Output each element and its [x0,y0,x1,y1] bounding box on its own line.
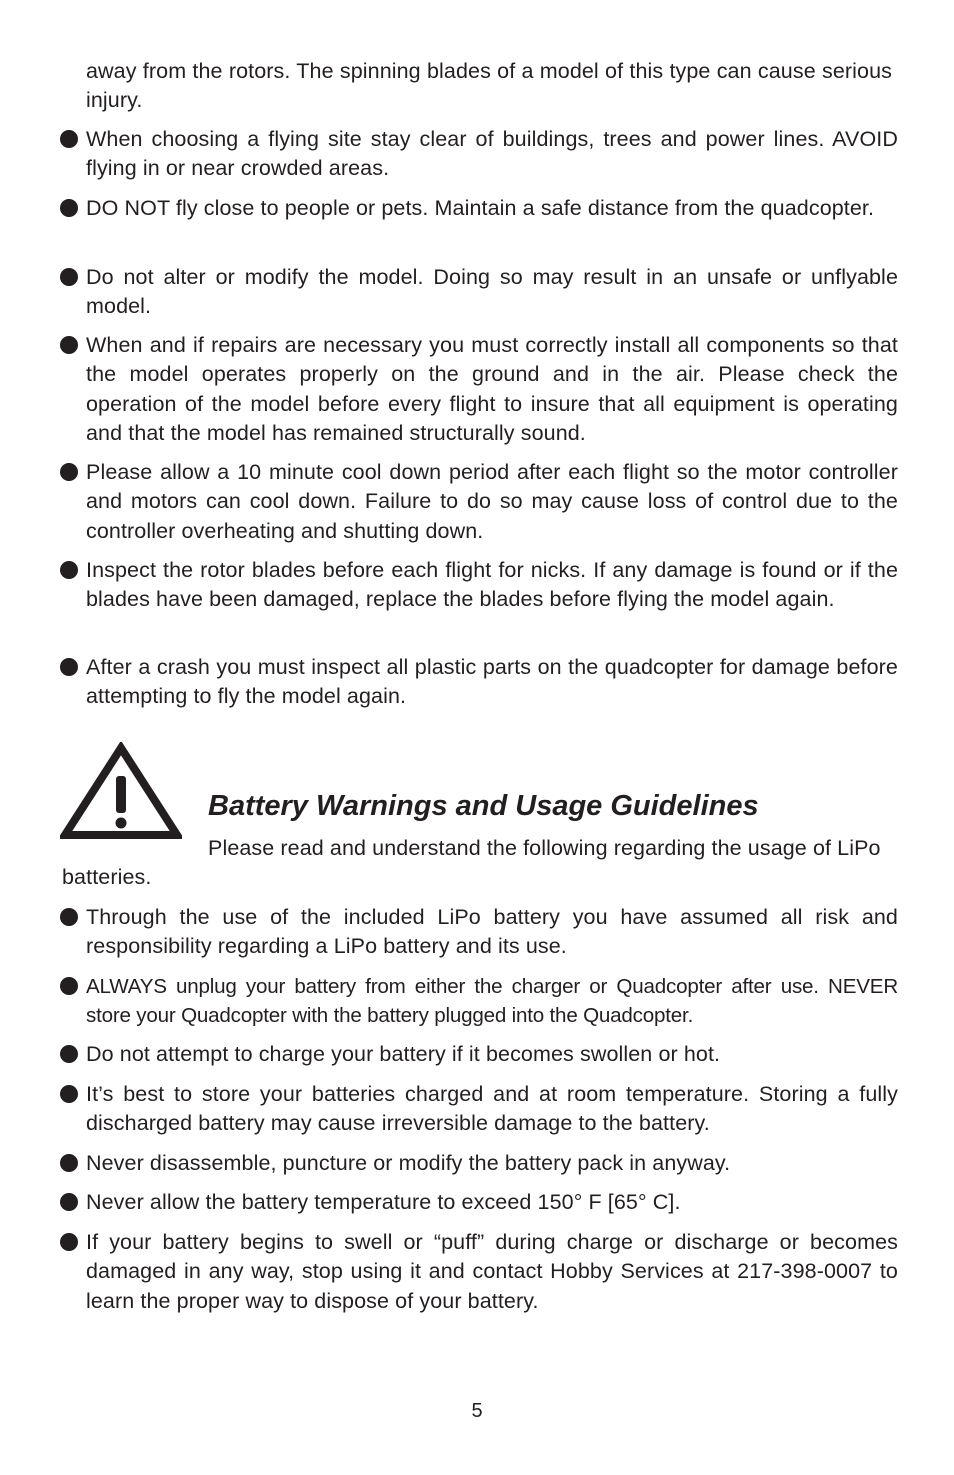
section-intro: Please read and understand the following regarding the usage of LiPo batteries. [62,836,881,890]
list-item-text: Do not attempt to charge your battery if it becomes swollen or hot. [86,1042,721,1066]
section-heading: Battery Warnings and Usage Guidelines [208,790,759,822]
list-item-text: It’s best to store your batteries charged and at room temperature. Storing a fully discharged battery may cause irreversible damage to the battery. [86,1082,898,1136]
intro-continuation: away from the rotors. The spinning blades of a model of this type can cause serious injury. [86,59,892,113]
list-item-text: Through the use of the included LiPo battery you have assumed all risk and responsibility regarding a LiPo battery and its use. [86,905,898,959]
bullet-icon [60,1085,78,1103]
bullet-icon [60,658,78,676]
bullet-icon [60,463,78,481]
list-item [60,1149,898,1178]
list-item-text: Never disassemble, puncture or modify the battery pack in anyway. [86,1151,731,1175]
list-item-text: Never allow the battery temperature to exceed 150° F [65° C]. [86,1190,681,1214]
bullet-icon [60,1045,78,1063]
list-item [60,556,898,615]
bullet-icon [60,1154,78,1172]
list-item [60,331,898,448]
bullet-icon [60,336,78,354]
bullet-icon [60,908,78,926]
list-item-text: DO NOT fly close to people or pets. Maintain a safe distance from the quadcopter. [86,196,875,220]
page-number: 5 [471,1400,483,1422]
list-item [60,194,898,223]
list-item-text: When choosing a flying site stay clear of buildings, trees and power lines. AVOID flying in or near crowded areas. [86,127,898,181]
list-item [60,903,898,962]
bullet-icon [60,977,78,995]
bullet-icon [60,1193,78,1211]
list-item [60,1228,898,1316]
list-item [60,1080,898,1139]
list-item [60,972,898,1031]
list-item [60,458,898,546]
list-item-text: After a crash you must inspect all plastic parts on the quadcopter for damage before attempting to fly the model again. [86,655,898,709]
bullet-icon [60,199,78,217]
list-item-text: Do not alter or modify the model. Doing so may result in an unsafe or unflyable model. [86,265,898,319]
list-item [60,1040,898,1069]
bullet-icon [60,130,78,148]
list-item-text: When and if repairs are necessary you must correctly install all components so that the model operates properly on the ground and in the air. Please check the operation of the model before every flight to insure that all equipment is operating and that the model has remained structurally sound. [86,333,898,445]
warning-triangle-icon [60,742,182,842]
list-item [60,125,898,184]
bullet-icon [60,268,78,286]
list-item-text: ALWAYS unplug your battery from either the charger or Quadcopter after use. NEVER store your Quadcopter with the battery plugged into the Quadcopter. [86,975,898,1028]
bullet-icon [60,1233,78,1251]
bullet-icon [60,561,78,579]
list-item-text: Inspect the rotor blades before each flight for nicks. If any damage is found or if the blades have been damaged, replace the blades before flying the model again. [86,558,898,612]
list-item [60,1188,898,1217]
list-item-text: Please allow a 10 minute cool down period after each flight so the motor controller and motors can cool down. Failure to do so may cause loss of control due to the controller overheating and shutting down. [86,460,898,543]
list-item-text: If your battery begins to swell or “puff” during charge or discharge or becomes damaged in any way, stop using it and contact Hobby Services at 217-398-0007 to learn the proper way to dispose of your battery. [86,1230,898,1313]
list-item [60,653,898,712]
list-item [60,263,898,322]
